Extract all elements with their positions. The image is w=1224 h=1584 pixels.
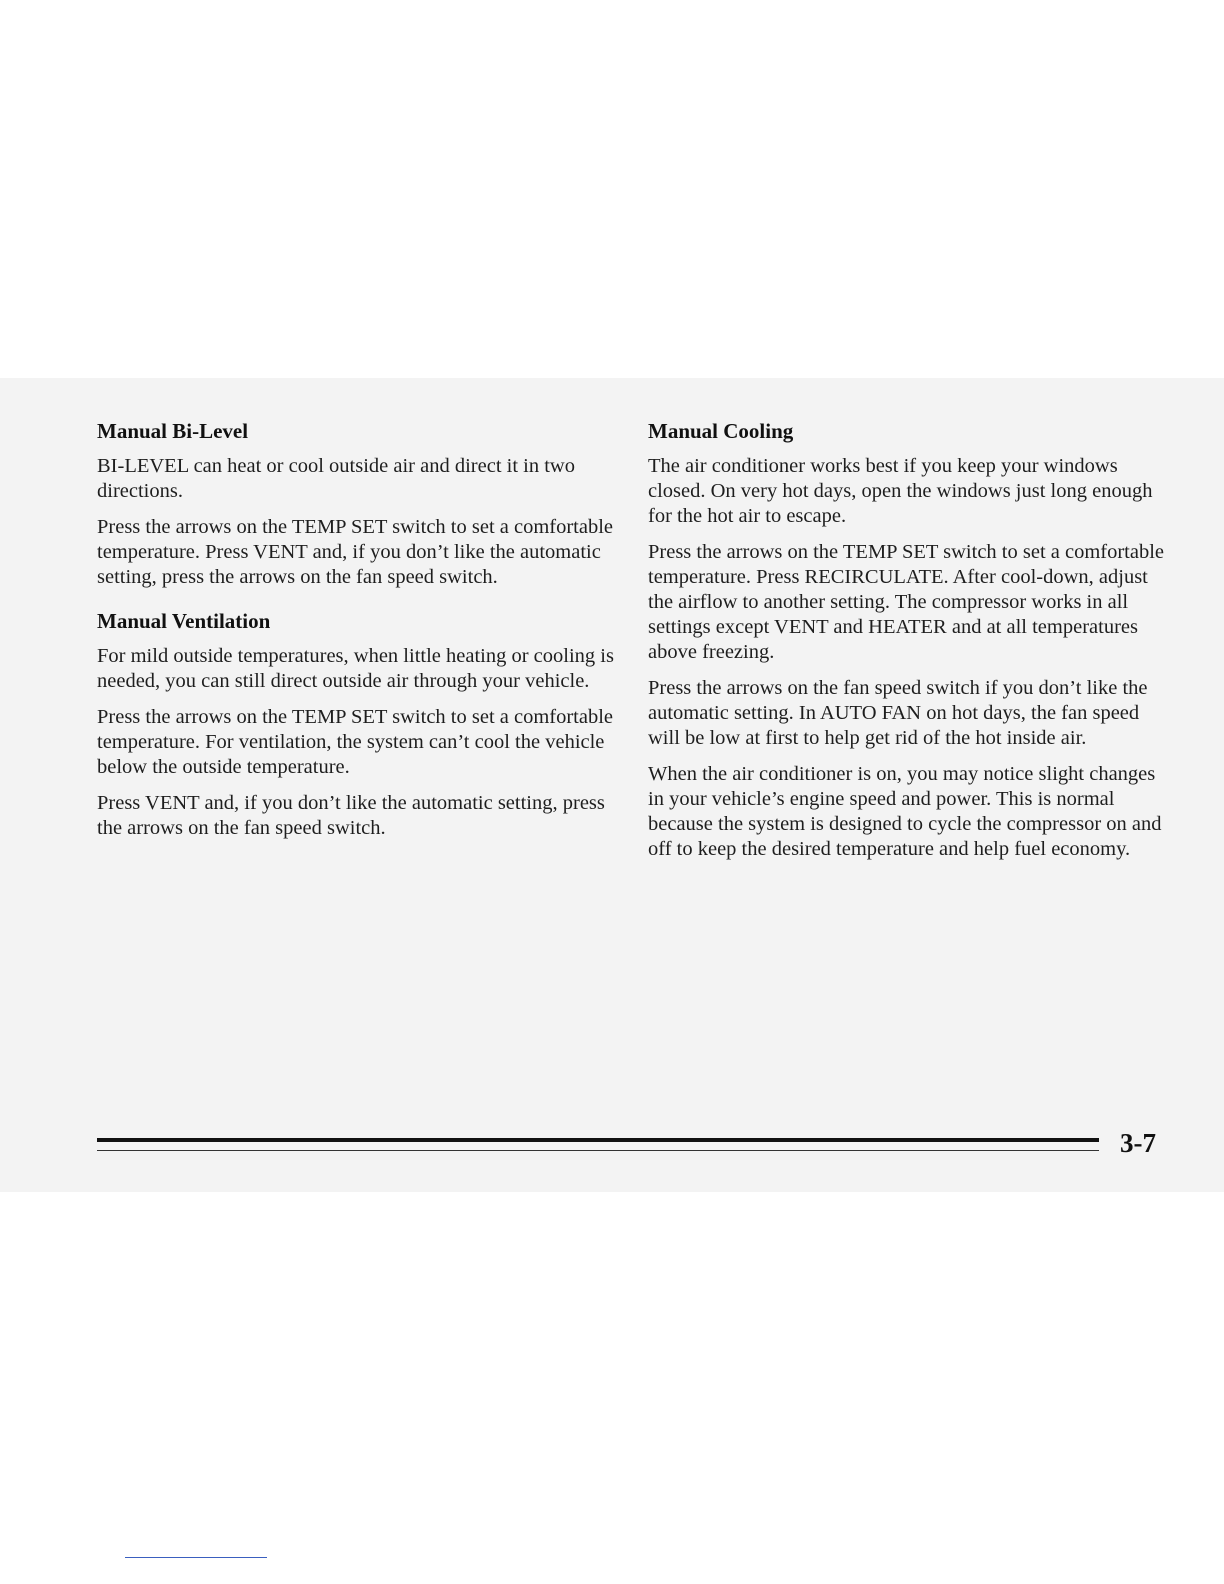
bilevel-paragraph-1: BI-LEVEL can heat or cool outside air and direct it in two directions. [97, 455, 575, 502]
footer-rule-thick [97, 1138, 1099, 1142]
manual-cooling-heading: Manual Cooling [648, 419, 794, 443]
footer-rule-thin [97, 1150, 1099, 1151]
cooling-paragraph-2: Press the arrows on the TEMP SET switch to set a comfortable temperature. Press RECIRCULATE. After cool-down, adjust the airflow to another setting. The compressor works in all settings except VENT and HEATER and at all temperatures above freezing. [648, 541, 1165, 663]
page-number: 3-7 [1120, 1128, 1156, 1158]
manual-bilevel-heading: Manual Bi-Level [97, 419, 249, 443]
bilevel-paragraph-2: Press the arrows on the TEMP SET switch to set a comfortable temperature. Press VENT and, if you don’t like the automatic setting, press the arrows on the fan speed switch. [97, 516, 614, 588]
ventilation-paragraph-2: Press the arrows on the TEMP SET switch to set a comfortable temperature. For ventilation, the system can’t cool the vehicle below the outside temperature. [97, 706, 614, 778]
ventilation-paragraph-1: For mild outside temperatures, when little heating or cooling is needed, you can still direct outside air through your vehicle. [97, 645, 614, 692]
ventilation-paragraph-3: Press VENT and, if you don’t like the automatic setting, press the arrows on the fan speed switch. [97, 792, 605, 839]
right-column [648, 418, 1168, 873]
cooling-paragraph-1: The air conditioner works best if you keep your windows closed. On very hot days, open the windows just long enough for the hot air to escape. [648, 455, 1153, 527]
cooling-paragraph-3: Press the arrows on the fan speed switch if you don’t like the automatic setting. In AUTO FAN on hot days, the fan speed will be low at first to help get rid of the hot inside air. [648, 677, 1148, 749]
bottom-underline [125, 1557, 267, 1558]
cooling-paragraph-4: When the air conditioner is on, you may notice slight changes in your vehicle’s engine speed and power. This is normal because the system is designed to cycle the compressor on and off to keep the desired temperature and help fuel economy. [648, 763, 1162, 860]
left-column [97, 418, 617, 852]
manual-ventilation-heading: Manual Ventilation [97, 609, 271, 633]
